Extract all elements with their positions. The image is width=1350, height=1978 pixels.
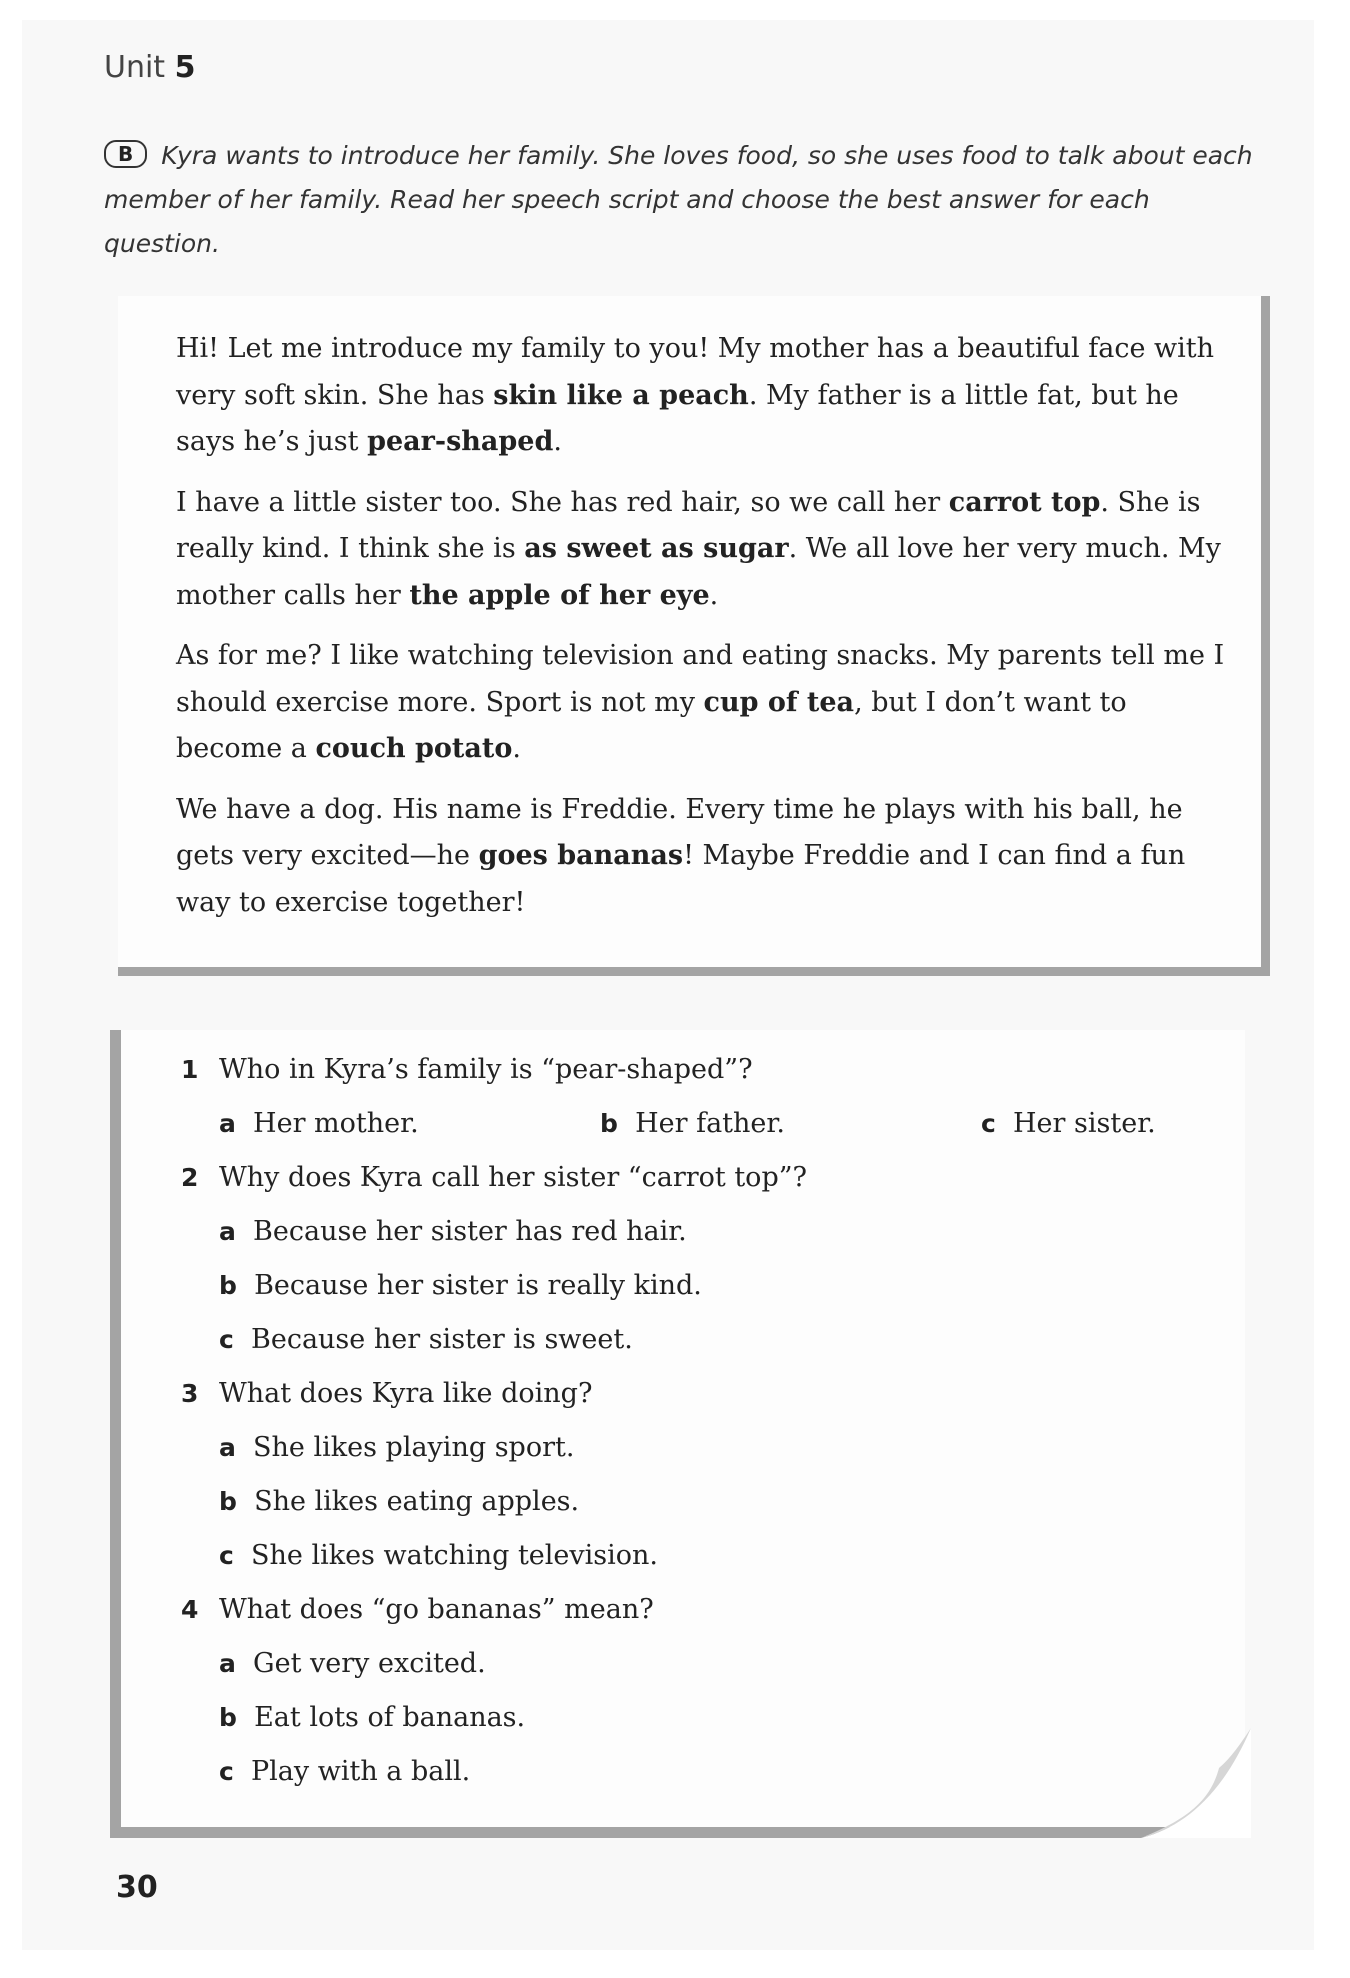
exercise-badge: B <box>104 140 147 168</box>
option-letter: a <box>219 1109 236 1138</box>
text-run: . She is really kind. I think she is <box>176 486 1201 564</box>
questions-box <box>110 1030 1245 1838</box>
option-letter: a <box>219 1217 236 1246</box>
idiom: goes bananas <box>478 840 684 871</box>
page-number: 30 <box>116 1870 158 1905</box>
option-2a[interactable] <box>219 1214 687 1250</box>
option-letter: c <box>219 1757 234 1786</box>
question-text: Who in Kyra’s family is “pear-shaped”? <box>219 1054 753 1085</box>
paragraph-1 <box>176 326 1226 466</box>
text-run: We have a dog. His name is Freddie. Every time he plays with his ball, he gets very excited—he <box>176 793 1183 871</box>
option-text: Her father. <box>635 1108 785 1139</box>
option-letter: b <box>219 1703 237 1732</box>
text-run: . <box>553 426 562 457</box>
option-1b[interactable] <box>600 1106 785 1142</box>
option-3b[interactable] <box>219 1484 579 1520</box>
option-text: Her mother. <box>253 1108 419 1139</box>
option-text: Her sister. <box>1013 1108 1156 1139</box>
paragraph-4 <box>176 787 1226 927</box>
text-run: I have a little sister too. She has red hair, so we call her <box>176 486 949 518</box>
text-run: . We all love her very much. My mother calls her <box>176 533 1221 611</box>
reading-passage <box>118 296 1270 976</box>
unit-heading <box>104 50 196 85</box>
option-text: She likes watching television. <box>251 1540 659 1571</box>
question-text: What does “go bananas” mean? <box>219 1594 654 1625</box>
question-number: 4 <box>181 1595 199 1624</box>
option-letter: b <box>219 1487 237 1516</box>
option-letter: b <box>600 1109 618 1138</box>
unit-number: 5 <box>174 50 196 85</box>
option-letter: a <box>219 1433 236 1462</box>
option-1a[interactable] <box>219 1106 419 1142</box>
option-letter: c <box>219 1325 234 1354</box>
option-text: Because her sister is sweet. <box>251 1324 633 1355</box>
option-text: Eat lots of bananas. <box>254 1702 526 1733</box>
option-2c[interactable] <box>219 1322 633 1358</box>
option-4a[interactable] <box>219 1646 486 1682</box>
option-letter: a <box>219 1649 236 1678</box>
option-3c[interactable] <box>219 1538 658 1574</box>
idiom: the apple of her eye <box>409 579 710 611</box>
text-run: , but I don’t want to become a <box>176 686 1127 764</box>
instruction-text: Kyra wants to introduce her family. She loves food, so she uses food to talk about each member of her family. Read her speech script and choose the best answer for each question. <box>104 141 1253 258</box>
paragraph-3 <box>176 633 1226 773</box>
unit-label: Unit <box>104 50 166 85</box>
option-text: Because her sister has red hair. <box>253 1216 687 1247</box>
option-4c[interactable] <box>219 1754 470 1790</box>
option-4b[interactable] <box>219 1700 525 1736</box>
text-run: Hi! Let me introduce my family to you! My mother has a beautiful face with very soft skin. She has <box>176 333 1215 411</box>
question-text: Why does Kyra call her sister “carrot top”? <box>219 1162 808 1193</box>
option-1c[interactable] <box>981 1106 1156 1142</box>
page-curl-decoration <box>1141 1728 1251 1838</box>
option-text: Play with a ball. <box>251 1756 471 1787</box>
idiom: pear-shaped <box>367 426 554 457</box>
question-number: 1 <box>181 1055 199 1084</box>
text-run: . <box>709 579 719 611</box>
option-letter: b <box>219 1271 237 1300</box>
option-letter: c <box>219 1541 234 1570</box>
question-number: 3 <box>181 1379 199 1408</box>
text-run: ! Maybe Freddie and I can find a fun way to exercise together! <box>176 840 1186 918</box>
option-2b[interactable] <box>219 1268 702 1304</box>
text-run: . My father is a little fat, but he says he’s just <box>176 379 1179 457</box>
idiom: carrot top <box>948 486 1101 518</box>
instruction <box>104 134 1254 266</box>
text-run: . <box>512 733 521 764</box>
question-number: 2 <box>181 1163 199 1192</box>
option-text: Because her sister is really kind. <box>254 1270 702 1301</box>
option-text: Get very excited. <box>253 1648 486 1679</box>
idiom: couch potato <box>315 733 513 764</box>
idiom: cup of tea <box>703 686 855 718</box>
option-letter: c <box>981 1109 996 1138</box>
text-run: As for me? I like watching television and eating snacks. My parents tell me I should exercise more. Sport is not my <box>176 640 1225 718</box>
option-text: She likes eating apples. <box>254 1486 580 1517</box>
idiom: as sweet as sugar <box>524 533 789 564</box>
idiom: skin like a peach <box>493 379 749 411</box>
paragraph-2 <box>176 480 1226 620</box>
question-text: What does Kyra like doing? <box>219 1378 593 1409</box>
option-3a[interactable] <box>219 1430 574 1466</box>
option-text: She likes playing sport. <box>253 1432 575 1463</box>
